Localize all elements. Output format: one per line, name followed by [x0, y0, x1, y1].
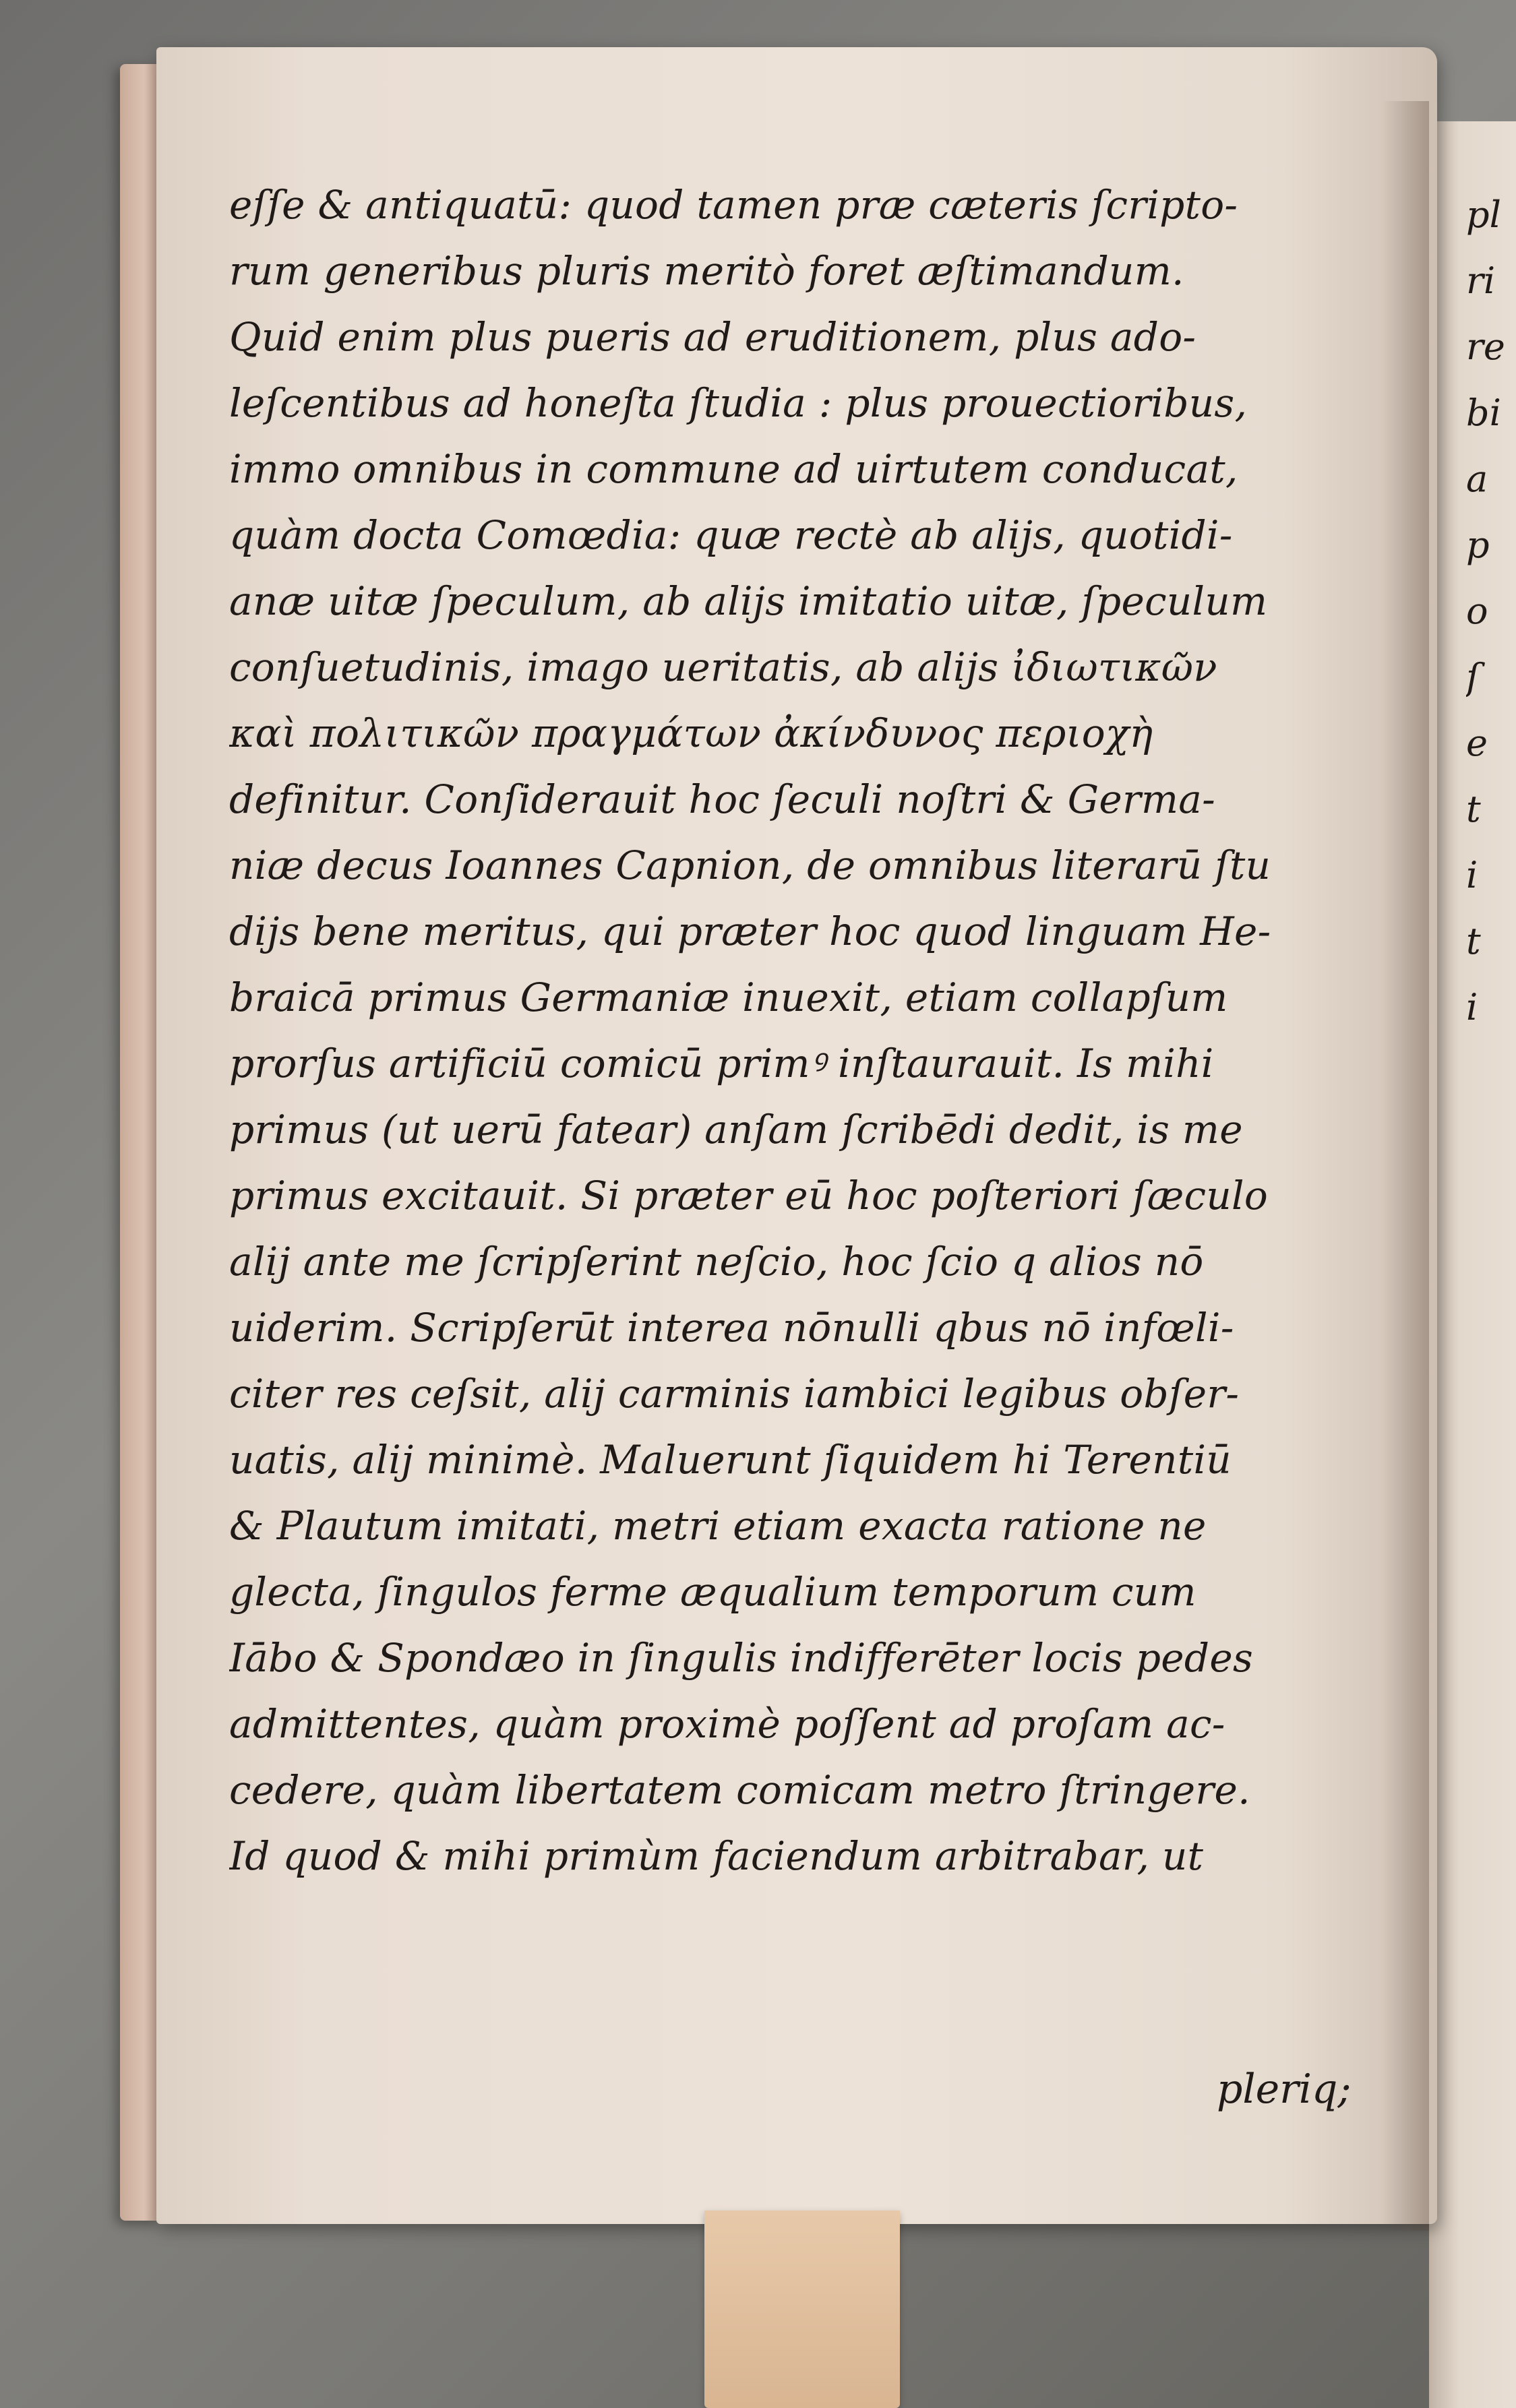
facing-page-fragment: a [1466, 458, 1488, 500]
facing-page-fragment: t [1466, 920, 1481, 962]
facing-page-fragment: pl [1466, 193, 1501, 236]
text-line-greek: καὶ πολιτικῶν πραγμάτων ἀκίνδυνος περιοχὴ [229, 710, 1153, 756]
text-line: dijs bene meritus, qui præter hoc quod linguam He- [229, 908, 1271, 954]
text-line: rum generibus pluris meritò foret æſtimandum. [229, 248, 1184, 294]
text-line: primus (ut uerū fatear) anſam ſcribēdi dedit, is me [229, 1107, 1243, 1152]
book-board-edge [120, 64, 160, 2221]
text-line: niæ decus Ioannes Capnion, de omnibus literarū ſtu [229, 842, 1271, 888]
text-line: immo omnibus in commune ad uirtutem conducat, [229, 446, 1238, 492]
text-line: cedere, quàm libertatem comicam metro ſtringere. [229, 1767, 1250, 1813]
text-line: Iābo & Spondæo in ſingulis indifferēter locis pedes [229, 1635, 1254, 1681]
text-line: conſuetudinis, imago ueritatis, ab alijs ἰδιωτικῶν [229, 644, 1217, 690]
facing-page-fragment: e [1466, 722, 1488, 764]
facing-page-fragment: i [1466, 854, 1478, 896]
facing-page-text-fragments [1466, 182, 1513, 1041]
facing-page-fragment: o [1466, 590, 1488, 632]
facing-page-fragment: p [1466, 524, 1490, 566]
text-line: admittentes, quàm proximè poſſent ad proſam ac- [229, 1701, 1225, 1747]
text-line: braicā primus Germaniæ inuexit, etiam collapſum [229, 975, 1228, 1020]
text-line: definitur. Conſiderauit hoc ſeculi noſtri & Germa- [229, 776, 1216, 822]
paper-tab-marker [704, 2211, 900, 2408]
text-line: anæ uitæ ſpeculum, ab alijs imitatio uitæ, ſpeculum [229, 578, 1268, 624]
text-line: & Plautum imitati, metri etiam exacta ratione ne [229, 1503, 1207, 1549]
facing-page-fragment: t [1466, 788, 1481, 830]
text-line: eſſe & antiquatū: quod tamen præ cæteris ſcripto- [229, 182, 1238, 228]
page-text-block [229, 172, 1395, 1889]
text-line: alij ante me ſcripſerint neſcio, hoc ſcio q alios nō [229, 1239, 1204, 1285]
facing-page-fragment: re [1466, 326, 1505, 368]
text-line: Id quod & mihi primùm faciendum arbitrabar, ut [229, 1833, 1204, 1879]
text-line: uatis, alij minimè. Maluerunt ſiquidem hi Terentiū [229, 1437, 1232, 1483]
text-line: glecta, ſingulos ferme æqualium temporum cum [229, 1569, 1196, 1615]
text-line: primus excitauit. Si præter eū hoc poſteriori ſæculo [229, 1173, 1269, 1218]
text-line: Quid enim plus pueris ad eruditionem, plus ado- [229, 314, 1196, 360]
text-line: citer res ceſsit, alij carminis iambici legibus obſer- [229, 1371, 1240, 1417]
text-line: quàm docta Comœdia: quæ rectè ab alijs, quotidi- [229, 512, 1233, 558]
facing-page-fragment: bi [1466, 392, 1501, 434]
catchword: pleriq; [1217, 2066, 1352, 2113]
text-line: leſcentibus ad honeſta ſtudia : plus prouectioribus, [229, 380, 1248, 426]
facing-page-fragment: ſ [1466, 656, 1480, 698]
facing-page-fragment: ri [1466, 259, 1496, 302]
text-line: prorſus artificiū comicū primꝰ inſtaurauit. Is mihi [229, 1041, 1214, 1086]
facing-page-fragment: i [1466, 986, 1478, 1028]
text-line: uiderim. Scripſerūt interea nōnulli qbus nō infœli- [229, 1305, 1234, 1351]
